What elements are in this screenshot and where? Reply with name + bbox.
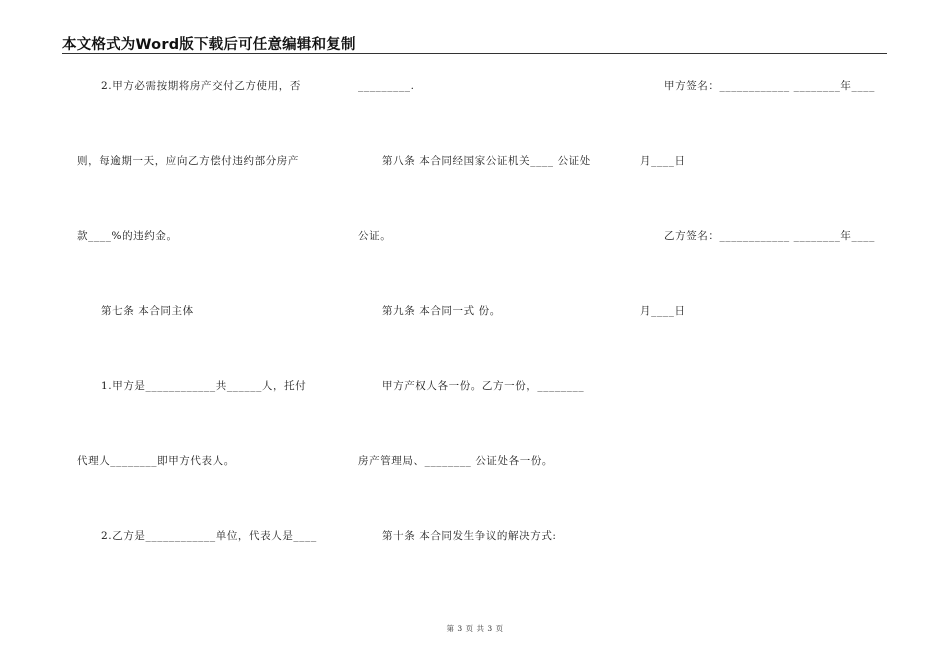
middle-line-4: 第九条 本合同一式 份。 (382, 305, 501, 317)
middle-line-2: 第八条 本合同经国家公证机关____ 公证处 (382, 155, 591, 167)
left-line-7: 2.乙方是____________单位，代表人是____ (101, 530, 317, 542)
right-line-3: 乙方签名：____________ ________年____ (664, 230, 875, 242)
left-line-1: 2.甲方必需按期将房产交付乙方使用，否 (101, 80, 301, 92)
left-line-3: 款____%的违约金。 (77, 230, 178, 242)
header-divider (62, 53, 887, 54)
right-line-1: 甲方签名：____________ ________年____ (664, 80, 875, 92)
left-line-2: 则，每逾期一天，应向乙方偿付违约部分房产 (77, 155, 299, 167)
right-line-2: 月____日 (640, 155, 686, 167)
left-line-4: 第七条 本合同主体 (101, 305, 194, 317)
middle-line-6: 房产管理局、________ 公证处各一份。 (358, 455, 554, 467)
middle-line-7: 第十条 本合同发生争议的解决方式: (382, 530, 557, 542)
page-number-footer: 第 3 页 共 3 页 (446, 624, 504, 633)
middle-line-1: _________. (358, 80, 415, 92)
middle-line-5: 甲方产权人各一份。乙方一份，________ (382, 380, 585, 392)
document-header-title: 本文格式为Word版下载后可任意编辑和复制 (62, 37, 356, 53)
left-line-6: 代理人________即甲方代表人。 (77, 455, 235, 467)
left-line-5: 1.甲方是____________共______人，托付 (101, 380, 307, 392)
middle-line-3: 公证。 (358, 230, 392, 242)
right-line-4: 月____日 (640, 305, 686, 317)
